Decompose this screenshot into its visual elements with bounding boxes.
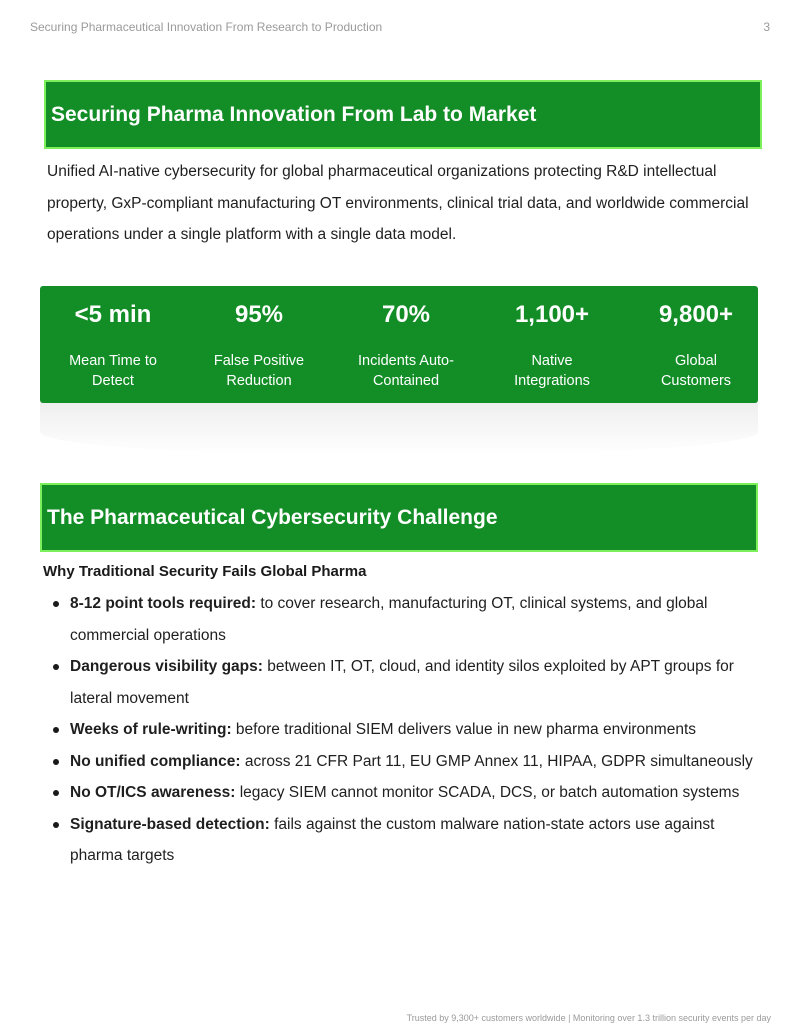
stat-global-customers <box>624 286 768 391</box>
list-item-lead: No OT/ICS awareness: <box>70 784 236 801</box>
page-number: 3 <box>763 20 770 34</box>
stat-value: 1,100+ <box>514 301 590 328</box>
stat-native-integrations <box>480 286 624 391</box>
list-item <box>48 714 768 746</box>
list-item <box>48 651 768 714</box>
section-banner-innovation <box>44 80 762 149</box>
bullet-icon <box>53 759 59 765</box>
stat-label: Native Integrations <box>514 353 590 389</box>
stat-mean-time-to-detect <box>41 286 185 391</box>
stat-value: 9,800+ <box>658 301 734 328</box>
page-header <box>30 20 770 36</box>
document-title: Securing Pharmaceutical Innovation From Research to Production <box>30 20 383 34</box>
list-item <box>48 809 768 872</box>
list-item-lead: 8-12 point tools required: <box>70 595 257 612</box>
list-item-text: across 21 CFR Part 11, EU GMP Annex 11, HIPAA, GDPR simultaneously <box>240 752 753 770</box>
page-footer: Trusted by 9,300+ customers worldwide | Monitoring over 1.3 trillion security events per day <box>406 1013 771 1023</box>
stat-false-positive-reduction <box>187 286 331 391</box>
list-item-text: before traditional SIEM delivers value in new pharma environments <box>231 721 696 738</box>
list-item-lead: Weeks of rule-writing: <box>70 721 232 738</box>
list-item <box>48 777 768 809</box>
list-item-text: to cover research, manufacturing OT, clinical systems, and global commercial operations <box>70 595 708 644</box>
bullet-icon <box>53 822 59 828</box>
list-item <box>48 746 768 778</box>
list-item-text: legacy SIEM cannot monitor SCADA, DCS, or batch automation systems <box>235 784 740 801</box>
list-item-lead: No unified compliance: <box>70 752 241 770</box>
stats-shadow <box>40 398 758 454</box>
section-title: Securing Pharma Innovation From Lab to Market <box>51 102 537 126</box>
section-banner-challenge <box>40 483 758 552</box>
section-title: The Pharmaceutical Cybersecurity Challenge <box>47 505 498 529</box>
section-subheading: Why Traditional Security Fails Global Pharma <box>43 563 367 580</box>
stat-label: False Positive Reduction <box>213 353 305 389</box>
stat-label: Global Customers <box>660 353 732 389</box>
stat-label: Incidents Auto-Contained <box>358 353 454 389</box>
stat-value: <5 min <box>74 301 152 328</box>
bullet-icon <box>53 727 59 733</box>
stat-value: 95% <box>234 301 284 328</box>
list-item-text: between IT, OT, cloud, and identity silos exploited by APT groups for lateral movement <box>70 658 734 707</box>
bullet-icon <box>53 664 59 670</box>
list-item <box>48 588 768 651</box>
list-item-lead: Dangerous visibility gaps: <box>70 658 263 675</box>
bullet-icon <box>53 601 59 607</box>
stat-value: 70% <box>381 301 431 328</box>
challenge-list <box>48 588 768 872</box>
stats-panel <box>40 286 758 403</box>
list-item-text: fails against the custom malware nation-state actors use against pharma targets <box>70 815 715 864</box>
stat-label: Mean Time to Detect <box>69 353 157 389</box>
list-item-lead: Signature-based detection: <box>70 815 270 833</box>
bullet-icon <box>53 790 59 796</box>
stat-incidents-auto-contained <box>334 286 478 391</box>
intro-paragraph: Unified AI-native cybersecurity for global pharmaceutical organizations protecting R&D intellectual property, GxP-compliant manufacturing OT environments, clinical trial data, and worldwide commercial operations under a single platform with a single data model. <box>47 163 749 243</box>
